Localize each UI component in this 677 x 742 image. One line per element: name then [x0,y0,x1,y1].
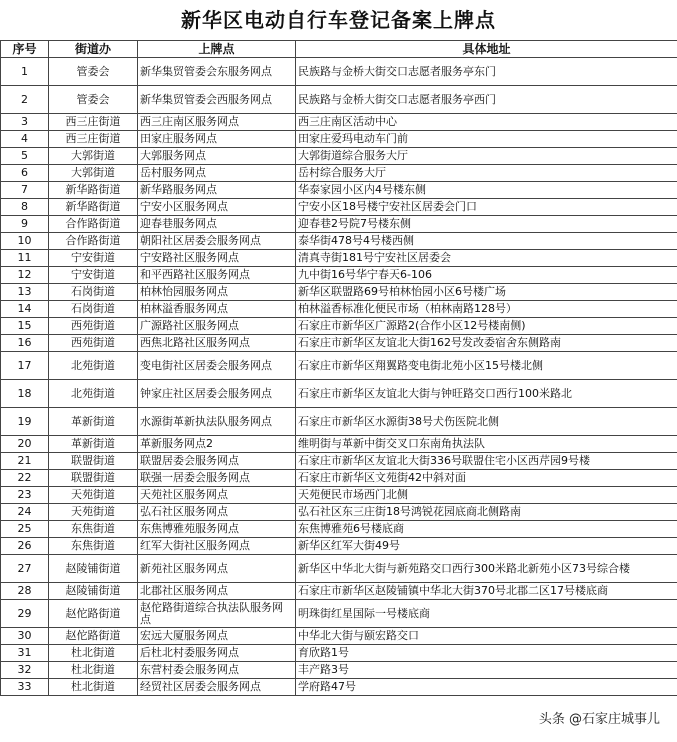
registration-point-cell: 宏远大厦服务网点 [138,628,296,645]
table-row [1,583,677,600]
row-index: 14 [1,301,49,318]
address-cell: 明珠街红星国际一号楼底商 [296,600,677,628]
street-office-cell: 联盟街道 [49,453,138,470]
address-cell: 民族路与金桥大街交口志愿者服务亭西门 [296,86,677,114]
row-index: 5 [1,148,49,165]
street-office-cell: 赵陵铺街道 [49,583,138,600]
street-office-cell: 天苑街道 [49,504,138,521]
street-office-cell: 合作路街道 [49,233,138,250]
row-index: 19 [1,408,49,436]
row-index: 4 [1,131,49,148]
table-row [1,453,677,470]
address-cell: 中华北大街与颐宏路交口 [296,628,677,645]
address-cell: 新华区联盟路69号柏林怡园小区6号楼广场 [296,284,677,301]
registration-point-cell: 新华路服务网点 [138,182,296,199]
street-office-cell: 赵佗路街道 [49,600,138,628]
row-index: 11 [1,250,49,267]
street-office-cell: 东焦街道 [49,538,138,555]
address-cell: 维明街与革新中街交叉口东南角执法队 [296,436,677,453]
address-cell: 民族路与金桥大街交口志愿者服务亭东门 [296,58,677,86]
registration-point-cell: 钟家庄社区居委会服务网点 [138,380,296,408]
address-cell: 学府路47号 [296,679,677,696]
street-office-cell: 西苑街道 [49,335,138,352]
row-index: 24 [1,504,49,521]
row-index: 20 [1,436,49,453]
street-office-cell: 北苑街道 [49,380,138,408]
registration-point-cell: 变电街社区居委会服务网点 [138,352,296,380]
table-row [1,131,677,148]
registration-point-cell: 宁安路社区服务网点 [138,250,296,267]
address-cell: 新华区中华北大街与新苑路交口西行300米路北新苑小区73号综合楼 [296,555,677,583]
row-index: 23 [1,487,49,504]
address-cell: 华泰家园小区内4号楼东侧 [296,182,677,199]
street-office-cell: 杜北街道 [49,662,138,679]
street-office-cell: 宁安街道 [49,267,138,284]
table-row [1,148,677,165]
row-index: 7 [1,182,49,199]
address-cell: 迎春巷2号院7号楼东侧 [296,216,677,233]
table-row [1,199,677,216]
address-cell: 宁安小区18号楼宁安社区居委会门口 [296,199,677,216]
street-office-cell: 新华路街道 [49,182,138,199]
row-index: 16 [1,335,49,352]
registration-point-cell: 朝阳社区居委会服务网点 [138,233,296,250]
address-cell: 石家庄市新华区文苑街42中斜对面 [296,470,677,487]
registration-point-cell: 联强一居委会服务网点 [138,470,296,487]
address-cell: 清真寺街181号宁安社区居委会 [296,250,677,267]
table-row [1,679,677,696]
registration-point-cell: 北郡社区服务网点 [138,583,296,600]
table-row [1,538,677,555]
header-registration-point: 上牌点 [138,41,296,58]
address-cell: 东焦博雅苑6号楼底商 [296,521,677,538]
registration-point-cell: 东焦博雅苑服务网点 [138,521,296,538]
registration-points-table [0,40,677,696]
table-row [1,662,677,679]
address-cell: 石家庄市新华区翔翼路变电街北苑小区15号楼北侧 [296,352,677,380]
registration-point-cell: 西三庄南区服务网点 [138,114,296,131]
table-row [1,301,677,318]
table-row [1,58,677,86]
table-row [1,335,677,352]
street-office-cell: 北苑街道 [49,352,138,380]
registration-point-cell: 水源街革新执法队服务网点 [138,408,296,436]
registration-point-cell: 红军大街社区服务网点 [138,538,296,555]
registration-point-cell: 赵佗路街道综合执法队服务网点 [138,600,296,628]
street-office-cell: 赵陵铺街道 [49,555,138,583]
table-row [1,470,677,487]
table-row [1,250,677,267]
street-office-cell: 石岗街道 [49,301,138,318]
table-header-row [1,41,677,58]
row-index: 1 [1,58,49,86]
table-row [1,628,677,645]
address-cell: 柏林溢香标准化便民市场（柏林南路128号） [296,301,677,318]
header-address: 具体地址 [296,41,677,58]
row-index: 9 [1,216,49,233]
registration-point-cell: 西焦北路社区服务网点 [138,335,296,352]
street-office-cell: 天苑街道 [49,487,138,504]
header-index: 序号 [1,41,49,58]
street-office-cell: 西三庄街道 [49,131,138,148]
street-office-cell: 联盟街道 [49,470,138,487]
row-index: 18 [1,380,49,408]
address-cell: 石家庄市新华区友谊北大街336号联盟住宅小区西芹园9号楼 [296,453,677,470]
registration-point-cell: 新苑社区服务网点 [138,555,296,583]
header-street-office: 街道办 [49,41,138,58]
registration-point-cell: 广源路社区服务网点 [138,318,296,335]
address-cell: 丰产路3号 [296,662,677,679]
street-office-cell: 新华路街道 [49,199,138,216]
registration-point-cell: 经贸社区居委会服务网点 [138,679,296,696]
registration-point-cell: 岳村服务网点 [138,165,296,182]
street-office-cell: 东焦街道 [49,521,138,538]
registration-point-cell: 新华集贸管委会东服务网点 [138,58,296,86]
address-cell: 石家庄市新华区水源街38号犬伤医院北侧 [296,408,677,436]
table-row [1,408,677,436]
row-index: 17 [1,352,49,380]
table-row [1,504,677,521]
table-row [1,600,677,628]
registration-point-cell: 联盟居委会服务网点 [138,453,296,470]
street-office-cell: 大郭街道 [49,148,138,165]
street-office-cell: 赵佗路街道 [49,628,138,645]
row-index: 27 [1,555,49,583]
row-index: 15 [1,318,49,335]
registration-point-cell: 宁安小区服务网点 [138,199,296,216]
registration-point-cell: 弘石社区服务网点 [138,504,296,521]
registration-point-cell: 大郭服务网点 [138,148,296,165]
registration-point-cell: 天苑社区服务网点 [138,487,296,504]
registration-point-cell: 田家庄服务网点 [138,131,296,148]
street-office-cell: 杜北街道 [49,645,138,662]
registration-point-cell: 柏林溢香服务网点 [138,301,296,318]
row-index: 13 [1,284,49,301]
address-cell: 田家庄爱玛电动车门前 [296,131,677,148]
row-index: 3 [1,114,49,131]
address-cell: 育欣路1号 [296,645,677,662]
street-office-cell: 西苑街道 [49,318,138,335]
address-cell: 天苑便民市场西门北侧 [296,487,677,504]
row-index: 8 [1,199,49,216]
table-row [1,436,677,453]
street-office-cell: 管委会 [49,86,138,114]
row-index: 25 [1,521,49,538]
table-row [1,352,677,380]
address-cell: 石家庄市新华区友谊北大街162号发改委宿舍东侧路南 [296,335,677,352]
registration-point-cell: 革新服务网点2 [138,436,296,453]
address-cell: 石家庄市新华区友谊北大街与钟旺路交口西行100米路北 [296,380,677,408]
row-index: 2 [1,86,49,114]
street-office-cell: 合作路街道 [49,216,138,233]
address-cell: 西三庄南区活动中心 [296,114,677,131]
table-row [1,521,677,538]
table-row [1,165,677,182]
table-body [1,58,677,696]
row-index: 10 [1,233,49,250]
table-row [1,114,677,131]
row-index: 32 [1,662,49,679]
row-index: 30 [1,628,49,645]
address-cell: 大郭街道综合服务大厅 [296,148,677,165]
table-row [1,267,677,284]
street-office-cell: 杜北街道 [49,679,138,696]
street-office-cell: 石岗街道 [49,284,138,301]
registration-point-cell: 柏林怡园服务网点 [138,284,296,301]
table-row [1,318,677,335]
row-index: 21 [1,453,49,470]
address-cell: 石家庄市新华区赵陵铺镇中华北大街370号北郡二区17号楼底商 [296,583,677,600]
row-index: 26 [1,538,49,555]
table-row [1,380,677,408]
address-cell: 新华区红军大街49号 [296,538,677,555]
table-row [1,555,677,583]
street-office-cell: 革新街道 [49,436,138,453]
table-row [1,645,677,662]
street-office-cell: 西三庄街道 [49,114,138,131]
registration-point-cell: 迎春巷服务网点 [138,216,296,233]
row-index: 22 [1,470,49,487]
document-title: 新华区电动自行车登记备案上牌点 [181,8,496,32]
registration-point-cell: 东营村委会服务网点 [138,662,296,679]
registration-point-cell: 新华集贸管委会西服务网点 [138,86,296,114]
street-office-cell: 宁安街道 [49,250,138,267]
table-row [1,182,677,199]
row-index: 31 [1,645,49,662]
street-office-cell: 大郭街道 [49,165,138,182]
address-cell: 岳村综合服务大厅 [296,165,677,182]
table-row [1,284,677,301]
table-row [1,487,677,504]
row-index: 12 [1,267,49,284]
table-row [1,86,677,114]
registration-point-cell: 后杜北村委服务网点 [138,645,296,662]
address-cell: 石家庄市新华区广源路2(合作小区12号楼南侧) [296,318,677,335]
row-index: 6 [1,165,49,182]
row-index: 33 [1,679,49,696]
registration-point-cell: 和平西路社区服务网点 [138,267,296,284]
table-row [1,216,677,233]
street-office-cell: 革新街道 [49,408,138,436]
address-cell: 泰华街478号4号楼西侧 [296,233,677,250]
street-office-cell: 管委会 [49,58,138,86]
row-index: 28 [1,583,49,600]
source-watermark: 头条 @石家庄城事儿 [536,707,663,728]
address-cell: 九中街16号华宁春天6-106 [296,267,677,284]
address-cell: 弘石社区东三庄街18号鸿锐花园底商北侧路南 [296,504,677,521]
table-row [1,233,677,250]
row-index: 29 [1,600,49,628]
